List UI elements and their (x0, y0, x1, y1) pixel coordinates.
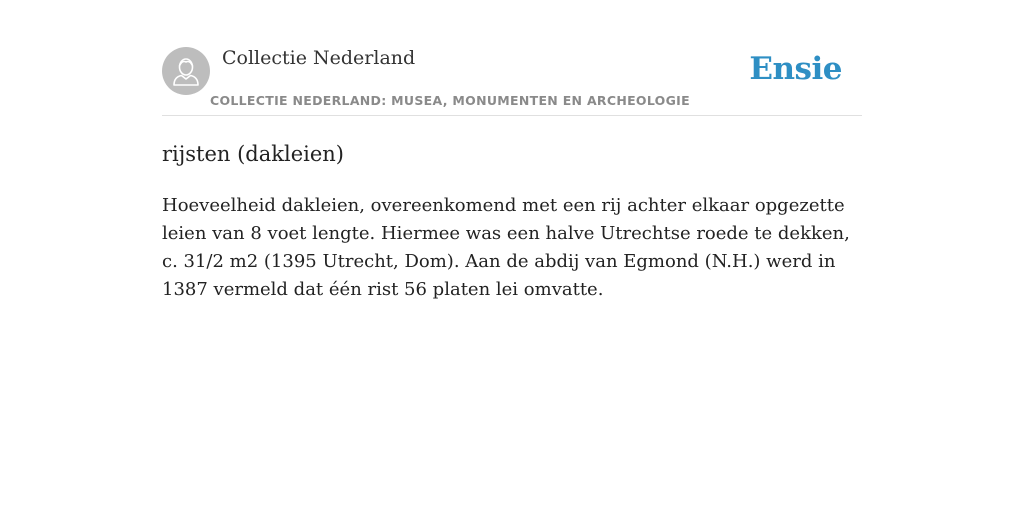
article-body: Hoeveelheid dakleien, overeenkomend met een rij achter elkaar opgezette leien van 8 voet lengte. Hiermee was een halve Utrechtse roede te dekken, c. 31/2 m2 (1395 Utrecht, Dom). Aan de abdij van Egmond (N.H.) werd in 1387 vermeld dat één rist 56 platen lei omvatte. (162, 195, 850, 300)
header (162, 0, 862, 116)
author-name-link[interactable]: Collectie Nederland (222, 47, 416, 69)
source-label-link[interactable]: COLLECTIE NEDERLAND: MUSEA, MONUMENTEN EN ARCHEOLOGIE (210, 93, 690, 108)
avatar[interactable] (162, 47, 210, 95)
user-silhouette-icon (162, 47, 210, 95)
ensie-logo[interactable]: Ensie (749, 51, 842, 87)
article-title: rijsten (dakleien) (162, 142, 344, 166)
